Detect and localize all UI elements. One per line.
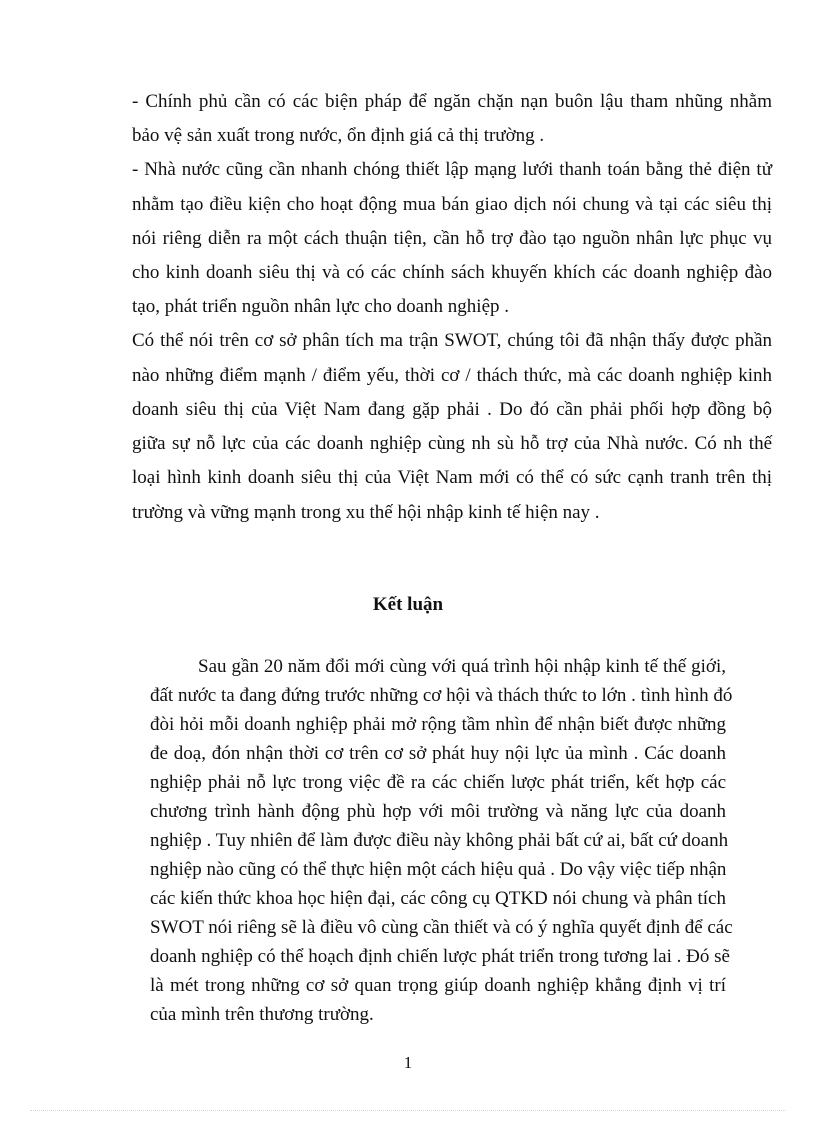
- conclusion-line: là mét trong những cơ sở quan trọng giúp doanh nghiệp khẳng định vị trí: [150, 975, 726, 996]
- conclusion-line: doanh nghiệp có thể hoạch định chiến lược phát triển trong tương lai . Đó sẽ: [150, 946, 730, 967]
- body-line: tạo, phát triển nguồn nhân lực cho doanh nghiệp .: [132, 296, 510, 317]
- body-line: Có thể nói trên cơ sở phân tích ma trận SWOT, chúng tôi đã nhận thấy được phần: [132, 330, 772, 351]
- body-line: nào những điểm mạnh / điểm yếu, thời cơ / thách thức, mà các doanh nghiệp kinh: [132, 365, 772, 386]
- body-line: nói riêng diễn ra một cách thuận tiện, cần hỗ trợ đào tạo nguồn nhân lực phục vụ: [132, 228, 772, 249]
- conclusion-line: của mình trên thương trường.: [150, 1004, 374, 1025]
- body-line: cho kinh doanh siêu thị và có các chính sách khuyến khích các doanh nghiệp đào: [132, 262, 772, 283]
- body-line: doanh siêu thị của Việt Nam đang gặp phải . Do đó cần phải phối hợp đồng bộ: [132, 399, 772, 420]
- conclusion-line: chương trình hành động phù hợp với môi trường và năng lực của doanh: [150, 801, 726, 822]
- body-line: - Nhà nước cũng cần nhanh chóng thiết lập mạng lưới thanh toán bằng thẻ điện tử: [132, 159, 772, 180]
- section-heading: Kết luận: [372, 594, 444, 615]
- conclusion-line: nghiệp nào cũng có thể thực hiện một cách hiệu quả . Do vậy việc tiếp nhận: [150, 859, 727, 880]
- conclusion-line: SWOT nói riêng sẽ là điều vô cùng cần thiết và có ý nghĩa quyết định để các: [150, 917, 733, 938]
- page-bottom-divider: [30, 1110, 786, 1111]
- body-line: bảo vệ sản xuất trong nước, ổn định giá cả thị trường .: [132, 125, 545, 146]
- conclusion-line: đe doạ, đón nhận thời cơ trên cơ sở phát huy nội lực ủa mình . Các doanh: [150, 743, 726, 764]
- conclusion-line: đòi hỏi mỗi doanh nghiệp phải mở rộng tầm nhìn để nhận biết được những: [150, 714, 726, 735]
- conclusion-line: đất nước ta đang đứng trước những cơ hội và thách thức to lớn . tình hình đó: [150, 685, 733, 706]
- conclusion-line: nghiệp . Tuy nhiên để làm được điều này không phải bất cứ ai, bất cứ doanh: [150, 830, 729, 851]
- body-line: trường và vững mạnh trong xu thế hội nhập kinh tế hiện nay .: [132, 502, 600, 523]
- body-line: - Chính phủ cần có các biện pháp để ngăn chặn nạn buôn lậu tham nhũng nhằm: [132, 91, 772, 112]
- conclusion-line: các kiến thức khoa học hiện đại, các công cụ QTKD nói chung và phân tích: [150, 888, 726, 909]
- page-number: 1: [403, 1053, 413, 1072]
- body-line: giữa sự nỗ lực của các doanh nghiệp cùng nh sù hỗ trợ của Nhà nước. Có nh thế: [132, 433, 772, 454]
- body-line: nhằm tạo điều kiện cho hoạt động mua bán giao dịch nói chung và tại các siêu thị: [132, 194, 772, 215]
- body-line: loại hình kinh doanh siêu thị của Việt Nam mới có thể có sức cạnh tranh trên thị: [132, 467, 772, 488]
- conclusion-line: Sau gần 20 năm đổi mới cùng với quá trình hội nhập kinh tế thế giới,: [198, 656, 726, 677]
- conclusion-line: nghiệp phải nỗ lực trong việc đề ra các chiến lược phát triển, kết hợp các: [150, 772, 726, 793]
